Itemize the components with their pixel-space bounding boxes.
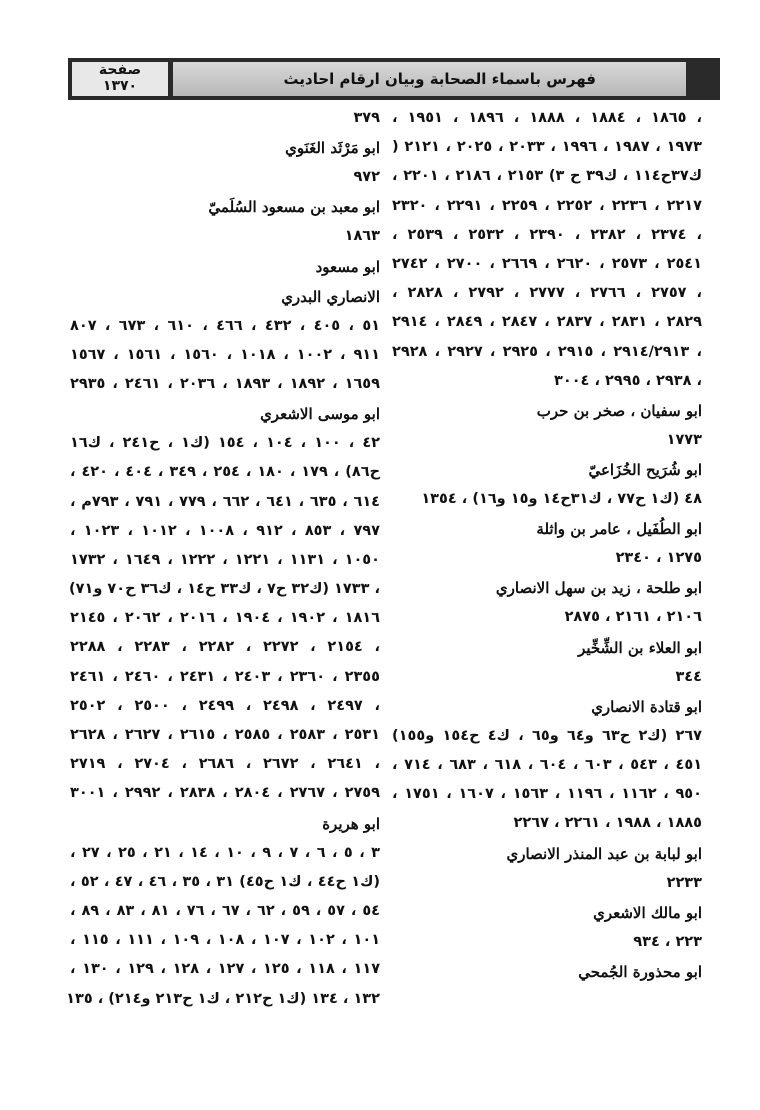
reference-line: ٦١٤ ، ٦٣٥ ، ٦٤١ ، ٦٦٢ ، ٧٧٩ ، ٧٩١ ، ٧٩٣م ، xyxy=(70,493,381,510)
reference-line: ح٨٦) ، ١٧٩ ، ١٨٠ ، ٢٥٤ ، ٣٤٩ ، ٤٠٤ ، ٤٢٠ ، xyxy=(70,464,381,481)
reference-line: ٣٧٩ xyxy=(353,110,380,126)
reference-line: ، ١٨٦٥ ، ١٨٨٤ ، ١٨٨٨ ، ١٨٩٦ ، ١٩٥١ ، xyxy=(392,110,703,126)
reference-line: ٧٩٧ ، ٨٥٣ ، ٩١٢ ، ١٠٠٨ ، ١٠١٢ ، ١٠٢٣ ، xyxy=(70,522,381,539)
entry-heading: ابو مالك الاشعري xyxy=(593,903,702,922)
header-title: فهرس باسماء الصحابة وبيان ارقام احاديث xyxy=(173,62,686,96)
reference-line: ١٢٧٥ ، ٢٣٤٠ xyxy=(615,550,702,567)
reference-line: ٢٣٥٥ ، ٢٣٦٠ ، ٢٤٠٣ ، ٢٤٣١ ، ٢٤٦٠ ، ٢٤٦١ xyxy=(70,668,381,685)
reference-line: ١٣٢ ، ١٣٤ (ك١ ح٢١٢ ، ك١ ح٢١٣ و٢١٤) ، ١٣٥ xyxy=(66,990,380,1007)
entry-heading: ابو شُرَيح الخُزَاعيّ xyxy=(588,461,702,480)
reference-line: ٢٨٢٩ ، ٢٨٣١ ، ٢٨٣٧ ، ٢٨٤٧ ، ٢٨٤٩ ، ٢٩١٤ xyxy=(392,314,703,331)
reference-line: ٣ ، ٥ ، ٦ ، ٧ ، ٩ ، ١٠ ، ١٤ ، ٢١ ، ٢٥ ، ٢٧ ، xyxy=(70,844,380,861)
page-number: ١٣٧٠ xyxy=(102,78,138,94)
reference-line: ، ٢٩١٤/٢٩١٣ ، ٢٩١٥ ، ٢٩٢٥ ، ٢٩٢٧ ، ٢٩٢٨ xyxy=(392,343,702,360)
reference-line: ٤٥١ ، ٥٤٣ ، ٦٠٣ ، ٦٠٤ ، ٦١٨ ، ٦٨٣ ، ٧١٤ ، xyxy=(392,757,703,773)
page-label: صفحة xyxy=(98,62,142,78)
reference-line: ٢٥٤١ ، ٢٥٧٣ ، ٢٦٢٠ ، ٢٦٦٩ ، ٢٧٠٠ ، ٢٧٤٢ xyxy=(392,255,703,272)
reference-line: ٩٥٠ ، ١١٦٢ ، ١١٩٦ ، ١٥٦٣ ، ١٦٠٧ ، ١٧٥١ ، xyxy=(392,786,702,803)
right-column xyxy=(392,104,702,987)
reference-line: ٣٤٤ xyxy=(675,668,702,685)
reference-line: ، ٢٤٩٧ ، ٢٤٩٨ ، ٢٤٩٩ ، ٢٥٠٠ ، ٢٥٠٢ xyxy=(70,697,381,714)
reference-line: ، ٢٧٥٧ ، ٢٧٦٦ ، ٢٧٧٧ ، ٢٧٩٢ ، ٢٨٢٨ ، xyxy=(392,285,703,302)
reference-line: ٩١١ ، ١٠٠٢ ، ١٠١٨ ، ١٥٦٠ ، ١٥٦١ ، ١٥٦٧ xyxy=(70,346,380,363)
reference-line: ٢٦٧ (ك٢ ح٦٣ و٦٤ و٦٥ ، ك٤ ح١٥٤ و١٥٥) xyxy=(392,727,703,744)
reference-line: ٢٧٥٩ ، ٢٧٦٧ ، ٢٨٠٤ ، ٢٨٣٨ ، ٢٩٩٢ ، ٣٠٠١ xyxy=(70,785,381,802)
entry-heading: ابو موسى الاشعري xyxy=(260,405,380,424)
reference-line: ٤٨ (ك١ ح٧٧ ، ك٣١ح١٤ و١٥ و١٦) ، ١٣٥٤ xyxy=(421,491,702,508)
entry-heading: ابو هريرة xyxy=(322,814,380,833)
entry-heading: الانصاري البدري xyxy=(281,287,380,306)
entry-heading: ابو الطُفَيل ، عامر بن واثلة xyxy=(536,520,702,539)
reference-line: ٤٢ ، ١٠٠ ، ١٠٤ ، ١٥٤ (ك١ ، ح٢٤١ ، ك١٦ xyxy=(70,435,381,452)
reference-line: ١١٧ ، ١١٨ ، ١٢٥ ، ١٢٧ ، ١٢٨ ، ١٢٩ ، ١٣٠ ، xyxy=(70,961,381,978)
reference-line: ١٠٥٠ ، ١١٣١ ، ١٢٢١ ، ١٢٢٢ ، ١٦٤٩ ، ١٧٣٢ xyxy=(70,551,381,568)
reference-line: ٢٢٣ ، ٩٣٤ xyxy=(633,933,702,950)
reference-line: ٢٥٣١ ، ٢٥٨٣ ، ٢٥٨٥ ، ٢٦١٥ ، ٢٦٢٧ ، ٢٦٢٨ xyxy=(70,727,381,743)
reference-line: ٢٢٣٣ xyxy=(666,874,702,891)
left-column xyxy=(66,104,381,1014)
reference-line: ، ٢٦٤١ ، ٢٦٧٢ ، ٢٦٨٦ ، ٢٧٠٤ ، ٢٧١٩ xyxy=(70,756,381,773)
entry-heading: ابو محذورة الجُمحي xyxy=(578,962,702,981)
entry-heading: ابو سفيان ، صخر بن حرب xyxy=(536,401,702,420)
reference-line: ١٧٧٣ xyxy=(666,431,702,448)
page-number-box xyxy=(72,62,168,96)
entry-heading: ابو قتادة الانصاري xyxy=(591,697,702,716)
reference-line: ١٨٨٥ ، ١٩٨٨ ، ٢٢٦١ ، ٢٢٦٧ xyxy=(513,815,702,832)
reference-line: ٩٧٢ xyxy=(353,169,380,186)
entry-heading: ابو مسعود xyxy=(315,257,380,276)
entry-heading: ابو معبد بن مسعود السُلَميّ xyxy=(208,198,380,217)
reference-line: ٥٤ ، ٥٧ ، ٥٩ ، ٦٢ ، ٦٧ ، ٧٦ ، ٨١ ، ٨٣ ، ٨٩ ، xyxy=(70,902,381,919)
reference-line: ١٦٥٩ ، ١٨٩٢ ، ١٨٩٣ ، ٢٠٣٦ ، ٢٤٦١ ، ٢٩٣٥ xyxy=(70,375,381,392)
reference-line: ، ٢٩٣٨ ، ٢٩٩٥ ، ٣٠٠٤ xyxy=(554,372,702,389)
reference-line: ، ١٧٣٣ (ك٣٢ ح٧ ، ك٣٣ ح١٤ ، ك٣٦ ح٧٠ و٧١) xyxy=(68,581,380,598)
reference-line: ك٣٧ح١١٤ ، ك٣٩ ح ٣) ٢١٥٣ ، ٢١٨٦ ، ٢٢٠١ ، xyxy=(392,168,703,185)
reference-line: ١٩٧٣ ، ١٩٨٧ ، ١٩٩٦ ، ٢٠٣٣ ، ٢٠٢٥ ، ٢١٢١ ( xyxy=(392,139,702,156)
entry-heading: ابو مَرْثَد الغَنَوي xyxy=(285,139,380,158)
entry-heading: ابو العلاء بن الشِّخِّير xyxy=(578,638,702,657)
reference-line: ١٠١ ، ١٠٢ ، ١٠٧ ، ١٠٨ ، ١٠٩ ، ١١١ ، ١١٥ ، xyxy=(70,932,381,949)
entry-heading: ابو طلحة ، زيد بن سهل الانصاري xyxy=(495,579,702,598)
reference-line: ، ٢٣٧٤ ، ٢٣٨٢ ، ٢٣٩٠ ، ٢٥٣٢ ، ٢٥٣٩ ، xyxy=(392,226,703,243)
reference-line: ٢٢١٧ ، ٢٢٣٦ ، ٢٢٥٢ ، ٢٢٥٩ ، ٢٢٩١ ، ٢٣٢٠ xyxy=(392,197,703,214)
reference-line: (ك١ ح٤٤ ، ك١ ح٤٥) ٣١ ، ٣٥ ، ٤٦ ، ٤٧ ، ٥٢ ، xyxy=(70,873,380,890)
entry-heading: ابو لبابة بن عبد المنذر الانصاري xyxy=(506,844,702,863)
reference-line: ١٨١٦ ، ١٩٠٢ ، ١٩٠٤ ، ٢٠١٦ ، ٢٠٦٢ ، ٢١٤٥ xyxy=(70,610,381,627)
reference-line: ١٨٦٣ xyxy=(344,228,380,245)
reference-line: ، ٢١٥٤ ، ٢٢٧٢ ، ٢٢٨٢ ، ٢٢٨٣ ، ٢٢٨٨ xyxy=(70,639,381,656)
reference-line: ٥١ ، ٤٠٥ ، ٤٣٢ ، ٤٦٦ ، ٦١٠ ، ٦٧٣ ، ٨٠٧ xyxy=(70,317,381,334)
reference-line: ٢١٠٦ ، ٢١٦١ ، ٢٨٧٥ xyxy=(564,609,702,626)
